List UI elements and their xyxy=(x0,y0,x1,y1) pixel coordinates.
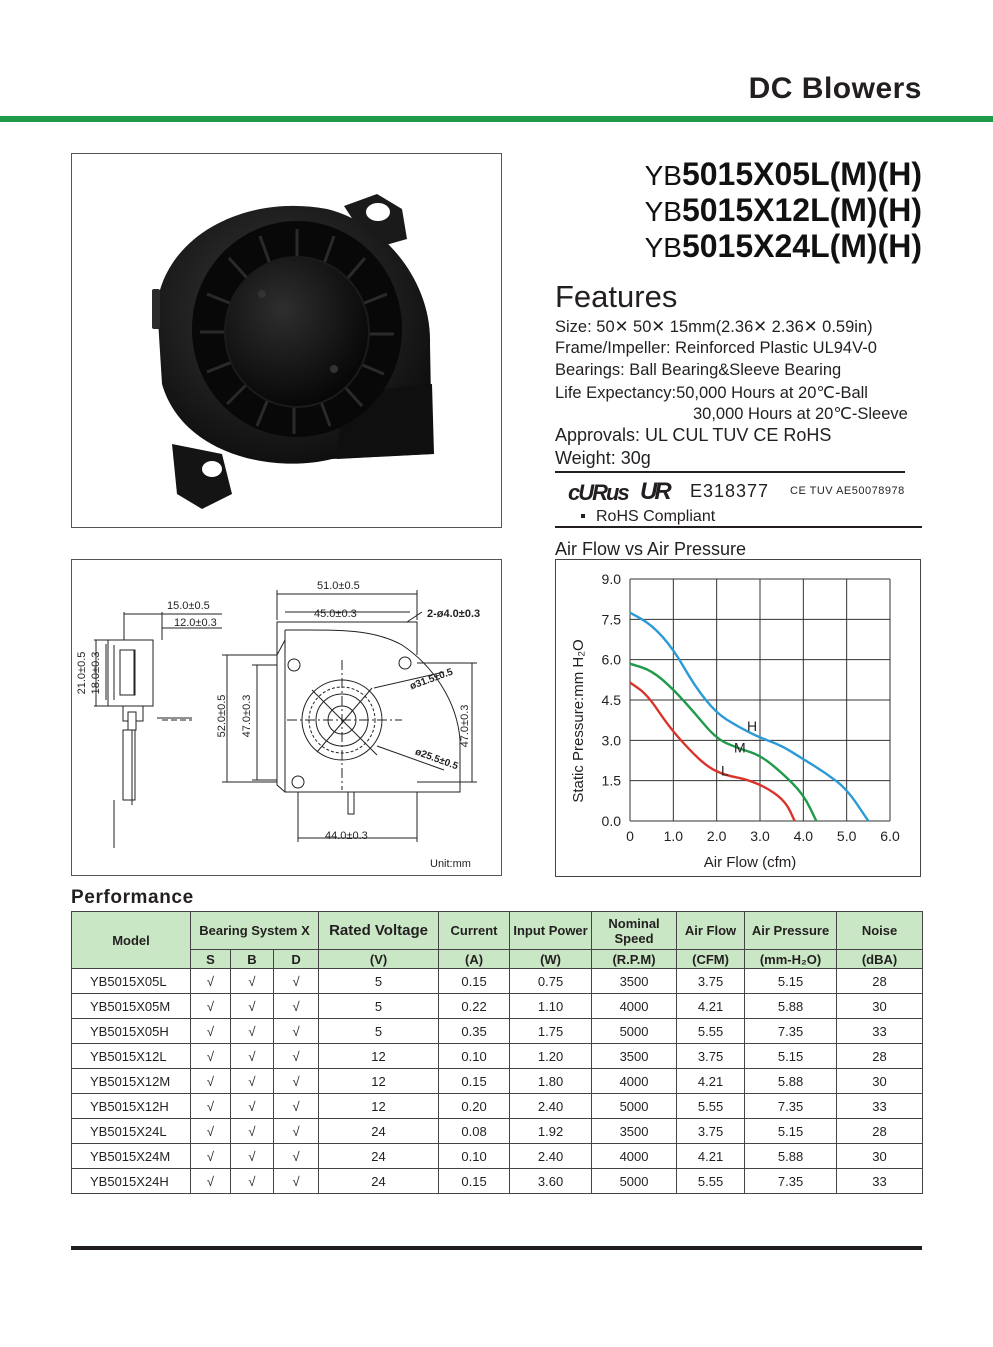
header-s: S xyxy=(191,950,231,969)
cell-v: 12 xyxy=(319,1044,439,1069)
cell-w: 0.75 xyxy=(510,969,592,994)
cell-p: 5.15 xyxy=(745,1119,837,1144)
cell-model: YB5015X24M xyxy=(72,1144,191,1169)
cell-a: 0.08 xyxy=(439,1119,510,1144)
cell-check: √ xyxy=(274,1019,319,1044)
dim-45: 45.0±0.3 xyxy=(314,608,357,620)
ur-logo: UR xyxy=(640,478,669,505)
features-title: Features xyxy=(555,279,678,314)
x-tick-label: 1.0 xyxy=(663,828,684,844)
cell-rpm: 3500 xyxy=(592,969,677,994)
cell-p: 7.35 xyxy=(745,1169,837,1194)
dim-diameter-31-5: ø31.5±0.5 xyxy=(408,666,455,693)
product-photo xyxy=(71,153,502,528)
cell-model: YB5015X12M xyxy=(72,1069,191,1094)
cell-cfm: 4.21 xyxy=(677,1069,745,1094)
cell-cfm: 4.21 xyxy=(677,994,745,1019)
cell-check: √ xyxy=(231,1169,274,1194)
y-tick-label: 1.5 xyxy=(601,772,621,789)
cell-v: 5 xyxy=(319,969,439,994)
header-pressure: Air Pressure xyxy=(745,912,837,950)
curus-logo: cURus xyxy=(568,480,628,505)
dim-51: 51.0±0.5 xyxy=(317,580,360,592)
cell-cfm: 3.75 xyxy=(677,1044,745,1069)
table-row xyxy=(72,1094,923,1119)
cell-model: YB5015X24L xyxy=(72,1119,191,1144)
x-tick-label: 6.0 xyxy=(880,828,900,844)
airflow-chart xyxy=(555,559,921,877)
cell-v: 24 xyxy=(319,1169,439,1194)
cell-n: 33 xyxy=(837,1094,923,1119)
cell-rpm: 5000 xyxy=(592,1019,677,1044)
feature-bearings: Bearings: Ball Bearing&Sleeve Bearing xyxy=(555,361,842,379)
cell-v: 12 xyxy=(319,1069,439,1094)
header-flow: Air Flow xyxy=(677,912,745,950)
cell-check: √ xyxy=(191,969,231,994)
table-row xyxy=(72,994,923,1019)
table-row xyxy=(72,1019,923,1044)
model-name-1: YB5015X05L(M)(H) xyxy=(644,156,922,192)
dim-12: 12.0±0.3 xyxy=(174,617,217,629)
cell-a: 0.35 xyxy=(439,1019,510,1044)
cell-check: √ xyxy=(274,1094,319,1119)
feature-approvals: Approvals: UL CUL TUV CE RoHS xyxy=(555,425,832,445)
rohs-bullet xyxy=(581,514,585,518)
cell-check: √ xyxy=(274,1044,319,1069)
cell-check: √ xyxy=(191,1144,231,1169)
cell-p: 5.15 xyxy=(745,1044,837,1069)
series-label: L xyxy=(721,762,729,779)
cell-p: 5.88 xyxy=(745,994,837,1019)
cell-v: 24 xyxy=(319,1144,439,1169)
cell-check: √ xyxy=(191,1094,231,1119)
cell-cfm: 5.55 xyxy=(677,1094,745,1119)
dim-47-right: 47.0±0.3 xyxy=(459,704,471,748)
dim-21: 21.0±0.5 xyxy=(76,651,88,695)
cell-p: 5.88 xyxy=(745,1069,837,1094)
table-row xyxy=(72,1144,923,1169)
performance-table-body xyxy=(72,969,923,1194)
header-model: Model xyxy=(72,912,191,969)
y-tick-label: 9.0 xyxy=(601,571,621,587)
cell-check: √ xyxy=(191,1069,231,1094)
series-label: M xyxy=(734,739,746,756)
cell-w: 1.80 xyxy=(510,1069,592,1094)
rohs-compliant: RoHS Compliant xyxy=(596,508,716,525)
cell-w: 1.92 xyxy=(510,1119,592,1144)
table-row xyxy=(72,1119,923,1144)
header-speed: Nominal Speed xyxy=(592,912,677,950)
cell-p: 5.88 xyxy=(745,1144,837,1169)
cell-model: YB5015X24H xyxy=(72,1169,191,1194)
dim-52: 52.0±0.5 xyxy=(216,694,228,738)
header-current: Current xyxy=(439,912,510,950)
header-speed-unit: (R.P.M) xyxy=(592,950,677,969)
cell-a: 0.15 xyxy=(439,969,510,994)
cell-model: YB5015X05H xyxy=(72,1019,191,1044)
cell-rpm: 5000 xyxy=(592,1094,677,1119)
cell-check: √ xyxy=(231,994,274,1019)
chart-xlabel: Air Flow (cfm) xyxy=(703,854,797,871)
performance-table xyxy=(71,911,923,1194)
cell-model: YB5015X12H xyxy=(72,1094,191,1119)
cell-cfm: 5.55 xyxy=(677,1169,745,1194)
cell-n: 30 xyxy=(837,994,923,1019)
chart-title: Air Flow vs Air Pressure xyxy=(555,539,747,559)
y-tick-label: 3.0 xyxy=(601,732,621,749)
dimension-drawing xyxy=(71,559,502,876)
dim-diameter-25-5: ø25.5±0.5 xyxy=(413,746,460,773)
certification-row xyxy=(560,478,920,506)
cell-rpm: 5000 xyxy=(592,1169,677,1194)
header-noise-unit: (dBA) xyxy=(837,950,923,969)
header-flow-unit: (CFM) xyxy=(677,950,745,969)
dim-15: 15.0±0.5 xyxy=(167,600,210,612)
features-divider xyxy=(555,471,905,473)
cell-a: 0.15 xyxy=(439,1069,510,1094)
cell-w: 1.10 xyxy=(510,994,592,1019)
table-row xyxy=(72,1169,923,1194)
cell-check: √ xyxy=(274,969,319,994)
cell-check: √ xyxy=(231,1044,274,1069)
chart-ylabel: Static Pressure:mm H₂O xyxy=(570,639,587,803)
series-label: H xyxy=(747,717,758,734)
header-rule xyxy=(0,116,993,122)
table-row xyxy=(72,1069,923,1094)
cell-rpm: 3500 xyxy=(592,1044,677,1069)
cell-check: √ xyxy=(191,994,231,1019)
cell-w: 1.75 xyxy=(510,1019,592,1044)
cell-check: √ xyxy=(191,1044,231,1069)
ce-tuv-number: CE TUV AE50078978 xyxy=(790,485,905,497)
x-tick-label: 3.0 xyxy=(750,828,770,844)
header-noise: Noise xyxy=(837,912,923,950)
cell-v: 24 xyxy=(319,1119,439,1144)
cell-n: 33 xyxy=(837,1019,923,1044)
x-tick-label: 5.0 xyxy=(836,828,857,844)
cell-a: 0.22 xyxy=(439,994,510,1019)
feature-frame: Frame/Impeller: Reinforced Plastic UL94V-0 xyxy=(555,339,877,357)
cell-p: 7.35 xyxy=(745,1094,837,1119)
cell-check: √ xyxy=(191,1019,231,1044)
cell-n: 30 xyxy=(837,1144,923,1169)
header-bearing-system: Bearing System X xyxy=(191,912,319,950)
model-name-3: YB5015X24L(M)(H) xyxy=(644,228,922,264)
y-tick-label: 6.0 xyxy=(601,651,621,668)
cell-v: 12 xyxy=(319,1094,439,1119)
cell-model: YB5015X05L xyxy=(72,969,191,994)
feature-size: Size: 50✕ 50✕ 15mm(2.36✕ 2.36✕ 0.59in) xyxy=(555,318,873,336)
cell-rpm: 3500 xyxy=(592,1119,677,1144)
cell-v: 5 xyxy=(319,994,439,1019)
x-tick-label: 0 xyxy=(626,828,634,844)
cell-p: 5.15 xyxy=(745,969,837,994)
cell-check: √ xyxy=(231,1144,274,1169)
cell-check: √ xyxy=(231,1094,274,1119)
cell-check: √ xyxy=(274,1144,319,1169)
unit-label: Unit:mm xyxy=(430,858,471,870)
header-pressure-unit: (mm-H₂O) xyxy=(745,950,837,969)
cell-check: √ xyxy=(274,994,319,1019)
cell-w: 2.40 xyxy=(510,1144,592,1169)
y-tick-label: 0.0 xyxy=(601,813,621,829)
feature-life-ball: Life Expectancy:50,000 Hours at 20℃-Ball xyxy=(555,384,868,402)
cell-n: 33 xyxy=(837,1169,923,1194)
feature-weight: Weight: 30g xyxy=(555,448,651,468)
dim-47-left: 47.0±0.3 xyxy=(241,694,253,738)
header-voltage-unit: (V) xyxy=(319,950,439,969)
cell-model: YB5015X12L xyxy=(72,1044,191,1069)
cell-cfm: 3.75 xyxy=(677,969,745,994)
y-tick-label: 7.5 xyxy=(601,611,621,628)
y-tick-label: 4.5 xyxy=(601,692,621,708)
x-tick-label: 4.0 xyxy=(793,828,814,844)
performance-title: Performance xyxy=(71,887,194,908)
cell-n: 30 xyxy=(837,1069,923,1094)
header-d: D xyxy=(274,950,319,969)
feature-life-sleeve: 30,000 Hours at 20℃-Sleeve xyxy=(693,405,908,423)
cell-a: 0.15 xyxy=(439,1169,510,1194)
cell-cfm: 5.55 xyxy=(677,1019,745,1044)
cell-check: √ xyxy=(191,1169,231,1194)
dim-18: 18.0±0.3 xyxy=(90,651,102,695)
header-current-unit: (A) xyxy=(439,950,510,969)
cell-cfm: 3.75 xyxy=(677,1119,745,1144)
dim-holes: 2-ø4.0±0.3 xyxy=(427,608,481,620)
cell-check: √ xyxy=(274,1119,319,1144)
cell-n: 28 xyxy=(837,1119,923,1144)
cell-check: √ xyxy=(274,1169,319,1194)
cell-check: √ xyxy=(231,969,274,994)
cert-divider xyxy=(555,526,922,528)
header-b: B xyxy=(231,950,274,969)
cell-w: 3.60 xyxy=(510,1169,592,1194)
cell-check: √ xyxy=(274,1069,319,1094)
cell-a: 0.10 xyxy=(439,1144,510,1169)
ul-file-number: E318377 xyxy=(690,481,770,501)
cell-model: YB5015X05M xyxy=(72,994,191,1019)
cell-w: 1.20 xyxy=(510,1044,592,1069)
cell-a: 0.10 xyxy=(439,1044,510,1069)
cell-a: 0.20 xyxy=(439,1094,510,1119)
dim-44: 44.0±0.3 xyxy=(325,830,368,842)
cell-check: √ xyxy=(231,1019,274,1044)
cell-cfm: 4.21 xyxy=(677,1144,745,1169)
cell-n: 28 xyxy=(837,1044,923,1069)
header-power-unit: (W) xyxy=(510,950,592,969)
table-row xyxy=(72,1044,923,1069)
cell-n: 28 xyxy=(837,969,923,994)
cell-v: 5 xyxy=(319,1019,439,1044)
table-row xyxy=(72,969,923,994)
cell-p: 7.35 xyxy=(745,1019,837,1044)
cell-rpm: 4000 xyxy=(592,1069,677,1094)
cell-rpm: 4000 xyxy=(592,1144,677,1169)
bottom-rule xyxy=(71,1246,922,1250)
cell-w: 2.40 xyxy=(510,1094,592,1119)
cell-check: √ xyxy=(231,1069,274,1094)
x-tick-label: 2.0 xyxy=(706,828,727,844)
cell-rpm: 4000 xyxy=(592,994,677,1019)
model-name-2: YB5015X12L(M)(H) xyxy=(644,192,922,228)
cell-check: √ xyxy=(231,1119,274,1144)
blower-photo-icon xyxy=(72,154,501,527)
header-voltage: Rated Voltage xyxy=(319,912,439,950)
page-title: DC Blowers xyxy=(748,72,922,105)
header-power: Input Power xyxy=(510,912,592,950)
cell-check: √ xyxy=(191,1119,231,1144)
